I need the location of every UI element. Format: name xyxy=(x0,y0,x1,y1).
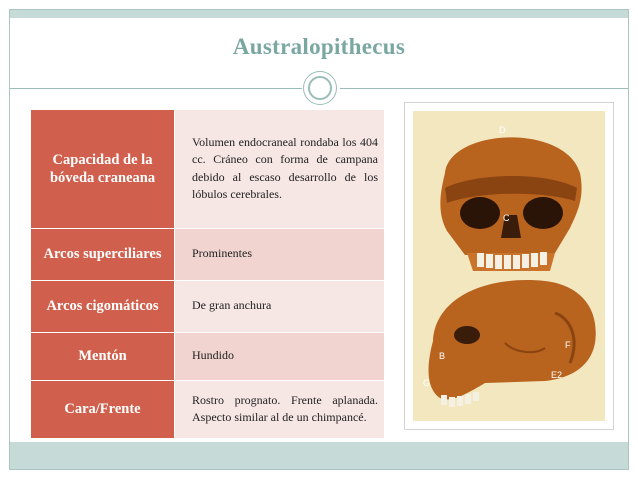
row-label: Arcos cigomáticos xyxy=(31,280,175,332)
table-row xyxy=(31,228,384,280)
title-divider-right xyxy=(340,88,628,89)
skull-label: G xyxy=(423,378,431,388)
table-row xyxy=(31,110,384,228)
title-ornament-circle xyxy=(303,71,337,105)
table-row xyxy=(31,332,384,380)
skull-photo xyxy=(404,102,614,430)
skull-label: C xyxy=(503,213,510,223)
row-label: Mentón xyxy=(31,332,175,380)
title-ornament-inner-circle xyxy=(308,76,332,100)
title-divider-left xyxy=(10,88,302,89)
row-value: De gran anchura xyxy=(175,280,385,332)
skull-label: F xyxy=(565,340,571,350)
row-value: Rostro prognato. Frente aplanada. Aspecto similar al de un chimpancé. xyxy=(175,380,385,438)
row-value: Hundido xyxy=(175,332,385,380)
row-value: Prominentes xyxy=(175,228,385,280)
table-row xyxy=(31,380,384,438)
row-value: Volumen endocraneal rondaba los 404 cc. Cráneo con forma de campana debido al escaso desarrollo de los lóbulos cerebrales. xyxy=(175,110,385,228)
top-band xyxy=(10,10,628,18)
table-row xyxy=(31,280,384,332)
skull-label: D xyxy=(499,125,506,135)
skull-label: B xyxy=(439,351,446,361)
features-table xyxy=(31,110,384,439)
slide-title: Australopithecus xyxy=(232,34,406,59)
skull-illustration xyxy=(405,103,613,429)
skull-label: E2 xyxy=(551,370,563,380)
row-label: Arcos superciliares xyxy=(31,228,175,280)
row-label: Capacidad de la bóveda craneana xyxy=(31,110,175,228)
bottom-band xyxy=(10,442,628,469)
row-label: Cara/Frente xyxy=(31,380,175,438)
